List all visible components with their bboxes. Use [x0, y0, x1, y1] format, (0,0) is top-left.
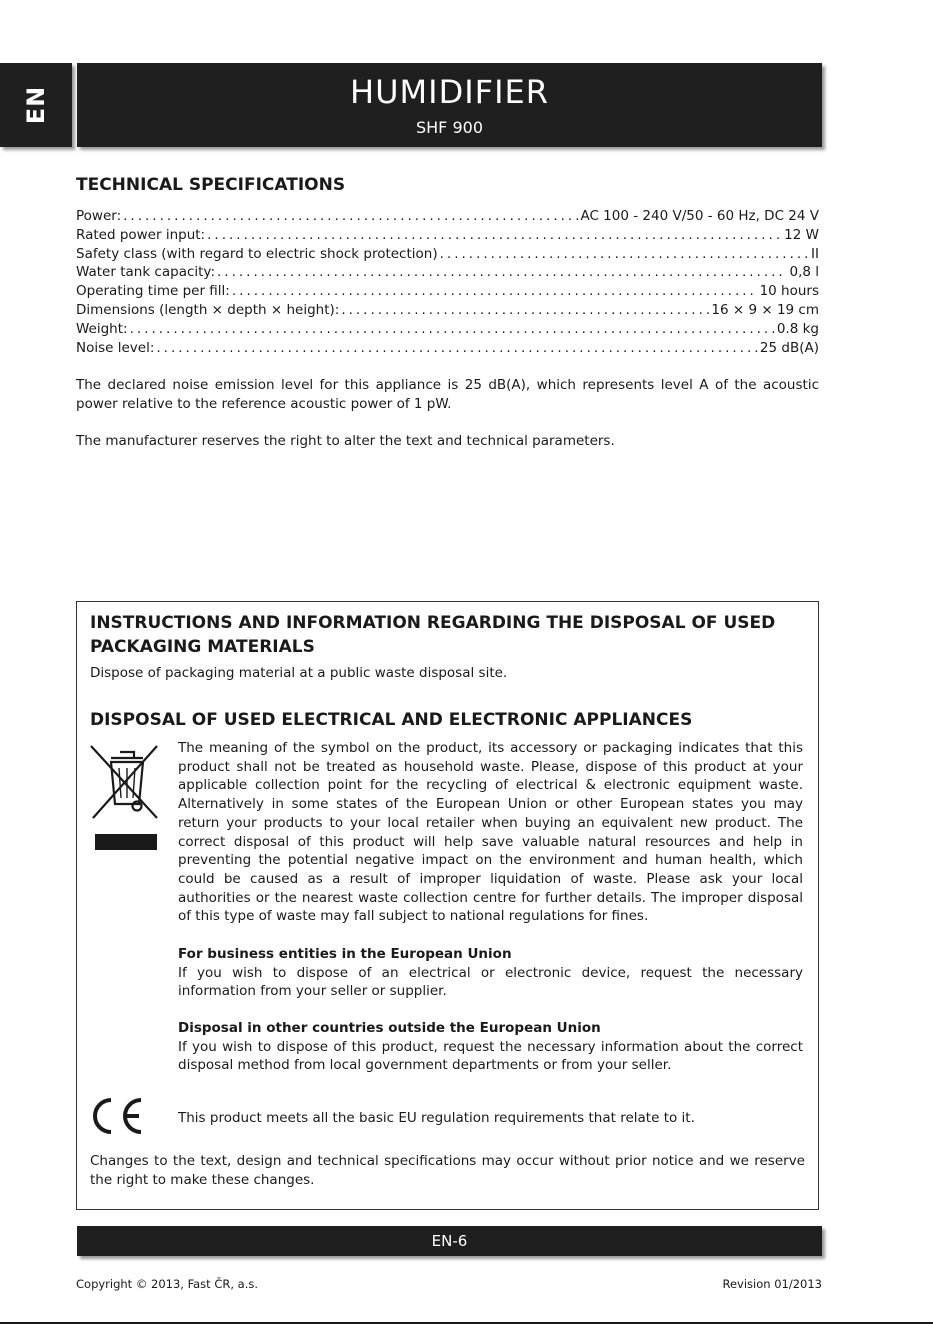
spec-row-weight — [76, 321, 819, 340]
spec-label: Power: — [76, 208, 122, 224]
spec-row-noise-level — [76, 340, 819, 359]
noise-note: The declared noise emission level for this appliance is 25 dB(A), which represents level A of the acoustic power relative to the reference acoustic power of 1 pW. — [76, 377, 819, 412]
spec-label: Noise level: — [76, 339, 155, 356]
weee-text: The meaning of the symbol on the product, its accessory or packaging indicates that this product shall not be treated as household waste. Please, dispose of this product at your applicable collection point for the recycling of electrical & electronic equipment waste. Alternatively in some states of the European Union or other European states you may return your products to your local retailer when buying an equivalent new product. The correct disposal of this product will help save valuable natural resources and help in preventing the potential negative impact on the environment and human health, which could be caused as a result of improper liquidation of waste. Please ask your local authorities or the nearest waste collection centre for further details. The improper disposal of this type of waste may fall subject to national regulations for fines. — [178, 740, 803, 925]
spec-label: Safety class (with regard to electric shock protection) — [76, 245, 438, 262]
spec-value: 16 × 9 × 19 cm — [711, 301, 819, 318]
weee-heading: DISPOSAL OF USED ELECTRICAL AND ELECTRONIC APPLIANCES — [90, 710, 693, 730]
packaging-disposal-heading: INSTRUCTIONS AND INFORMATION REGARDING THE DISPOSAL OF USED PACKAGING MATERIALS — [90, 613, 776, 657]
ce-mark-icon — [87, 1096, 145, 1136]
reserve-note: The manufacturer reserves the right to alter the text and technical parameters. — [76, 433, 615, 449]
language-tab-label: EN — [22, 85, 50, 125]
product-model: SHF 900 — [415, 118, 483, 137]
dot-leader — [207, 227, 782, 243]
changes-text: Changes to the text, design and technical specifications may occur without prior notice and we reserve the right to make these changes. — [90, 1153, 805, 1188]
other-countries-heading: Disposal in other countries outside the European Union — [178, 1020, 601, 1036]
copyright-notice: Copyright © 2013, Fast ČR, a.s. — [76, 1277, 259, 1291]
ce-text: This product meets all the basic EU regulation requirements that relate to it. — [178, 1110, 695, 1126]
business-heading: For business entities in the European Union — [178, 946, 512, 962]
page-number-bar — [77, 1226, 822, 1256]
spec-label: Weight: — [76, 320, 128, 337]
disposal-info-box — [76, 601, 819, 1210]
spec-row-rated-power — [76, 227, 819, 246]
other-countries-section — [178, 1019, 803, 1075]
weee-marking-bar — [95, 834, 157, 850]
packaging-disposal-text: Dispose of packaging material at a public waste disposal site. — [90, 665, 508, 681]
spec-row-tank-capacity — [76, 264, 819, 283]
crossed-out-wheelie-bin-icon — [87, 740, 159, 822]
spec-row-dimensions — [76, 302, 819, 321]
dot-leader — [341, 302, 709, 318]
dot-leader — [123, 208, 578, 224]
spec-value: 0.8 kg — [776, 320, 819, 337]
title-bar — [77, 63, 822, 147]
dot-leader — [156, 340, 758, 356]
spec-value: 12 W — [784, 226, 819, 243]
other-countries-text: If you wish to dispose of this product, request the necessary information about the correct disposal method from local government departments or from your seller. — [178, 1038, 803, 1074]
dot-leader — [130, 321, 775, 337]
spec-row-operating-time — [76, 283, 819, 302]
tech-specs-heading: TECHNICAL SPECIFICATIONS — [76, 175, 346, 195]
dot-leader — [232, 283, 758, 299]
spec-row-power — [76, 208, 819, 227]
product-title: HUMIDIFIER — [350, 73, 549, 111]
spec-label: Water tank capacity: — [76, 264, 215, 281]
spec-value: 10 hours — [759, 283, 819, 300]
page-number: EN-6 — [431, 1232, 468, 1250]
spec-row-safety-class — [76, 246, 819, 265]
dot-leader — [217, 264, 787, 280]
spec-value: AC 100 - 240 V/50 - 60 Hz, DC 24 V — [580, 208, 819, 224]
business-section — [178, 945, 803, 1001]
dot-leader — [440, 246, 809, 262]
spec-label: Dimensions (length × depth × height): — [76, 301, 340, 318]
spec-label: Rated power input: — [76, 226, 206, 243]
spec-label: Operating time per fill: — [76, 283, 230, 300]
spec-value: 0,8 l — [789, 264, 819, 281]
language-tab — [0, 63, 72, 147]
business-text: If you wish to dispose of an electrical or electronic device, request the necessary information from your seller or supplier. — [178, 964, 803, 1000]
spec-value: II — [811, 245, 819, 262]
tech-specs-list — [76, 208, 819, 358]
spec-value: 25 dB(A) — [759, 339, 819, 356]
revision-label: Revision 01/2013 — [722, 1277, 822, 1291]
